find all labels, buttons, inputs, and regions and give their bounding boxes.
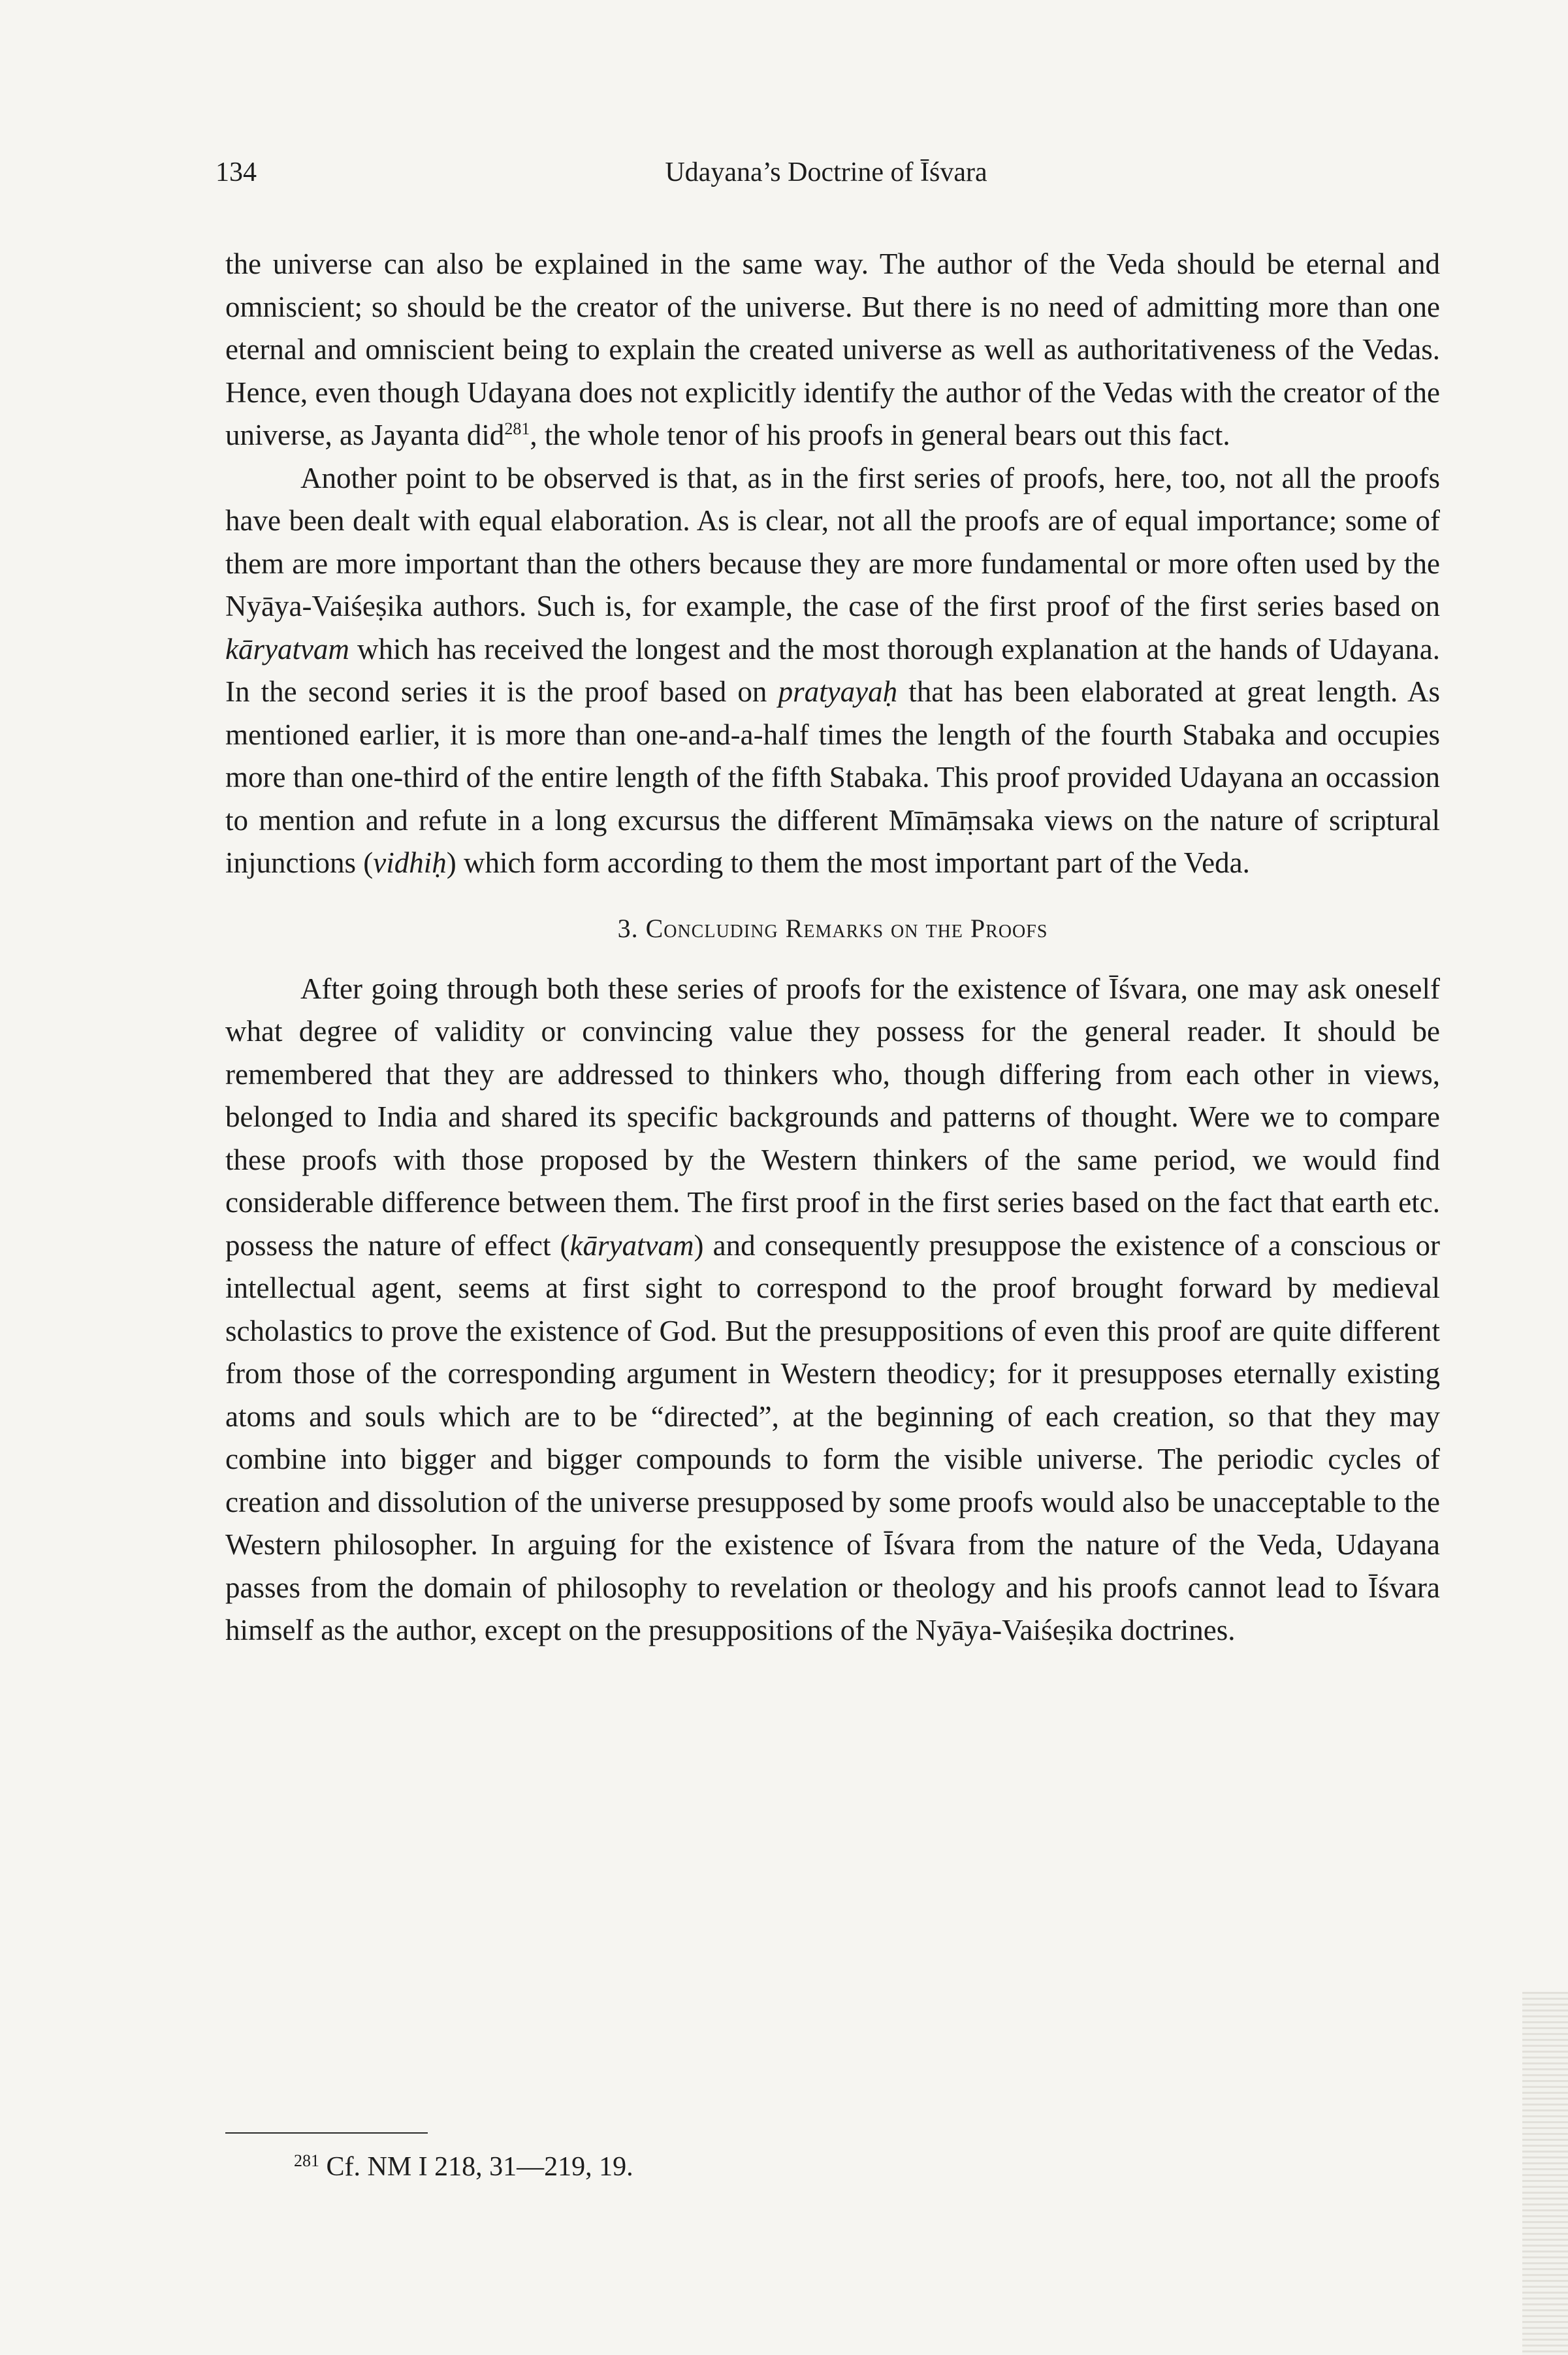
paragraph-text: Another point to be observed is that, as in the first series of proofs, here, too, not all the proofs have been dealt with equal elaboration. As is clear, not all the proofs are of equal importance; some of them are more important than the others because they are more fundamental or more often used by the Nyāya-Vaiśeṣika authors. Such is, for example, the case of the first proof of the first series based on [225,461,1440,622]
sanskrit-term: pratyayaḥ [778,675,898,708]
page-number: 134 [216,157,257,187]
footnote-reference: 281 [504,419,530,438]
paragraph-text: which has received the longest and the most thorough explanation at the hands of Udayana. In the second series it is the proof based on [225,632,1440,708]
paragraph-text: ) which form according to them the most important part of the Veda. [446,846,1250,879]
paragraph-text: , the whole tenor of his proofs in general bears out this fact. [530,419,1230,451]
section-title: Concluding Remarks on the Proofs [645,913,1048,943]
footnote-text: Cf. NM I 218, 31—219, 19. [326,2152,633,2182]
sanskrit-term: kāryatvam [225,632,349,665]
footnote-number: 281 [294,2151,319,2170]
paragraph-text: the universe can also be explained in the same way. The author of the Veda should be eternal and omniscient; so should be the creator of the universe. But there is no need of admitting more than one eternal and omniscient being to explain the created universe as well as authoritativeness of the Vedas. Hence, even though Udayana does not explicitly identify the author of the Vedas with the creator of the universe, as Jayanta did [225,248,1440,451]
paragraph-1 [225,243,1440,457]
scan-edge-artifact [1522,1992,1568,2355]
section-heading [225,907,1440,950]
section-number: 3. [617,913,639,943]
page-header [216,157,1437,202]
paragraph-text: After going through both these series of proofs for the existence of Īśvara, one may ask oneself what degree of validity or convincing value they possess for the general reader. It should be remembered that they are addressed to thinkers who, though differing from each other in views, belonged to India and shared its specific backgrounds and patterns of thought. Were we to compare these proofs with those proposed by the Western thinkers of the same period, we would find considerable difference between them. The first proof in the first series based on the fact that earth etc. possess the nature of effect ( [225,972,1440,1262]
footnote-divider [225,2132,428,2134]
sanskrit-term: vidhiḥ [373,846,447,879]
body-text [225,243,1440,1652]
paragraph-text: ) and consequently presuppose the existence of a conscious or intellectual agent, seems at first sight to correspond to the proof brought forward by medieval scholastics to prove the existence of God. But the presuppositions of even this proof are quite different from those of the corresponding argument in Western theodicy; for it presupposes eternally existing atoms and souls which are to be “directed”, at the beginning of each creation, so that they may combine into bigger and bigger compounds to form the visible universe. The periodic cycles of creation and dissolution of the universe presupposed by some proofs would also be unacceptable to the Western philosopher. In arguing for the existence of Īśvara from the nature of the Veda, Udayana passes from the domain of philosophy to revelation or theology and his proofs cannot lead to Īśvara himself as the author, except on the presuppositions of the Nyāya-Vaiśeṣika doctrines. [225,1228,1441,1646]
paragraph-3 [225,968,1440,1652]
paragraph-text: that has been elaborated at great length. As mentioned earlier, it is more than one-and-a-half times the length of the fourth Stabaka and occupies more than one-third of the entire length of the fifth Stabaka. This proof provided Udayana an occassion to mention and refute in a long excursus the different Mīmāṃsaka views on the nature of scriptural injunctions ( [225,675,1440,879]
footnote [294,2147,633,2187]
paragraph-2 [225,457,1440,885]
running-title: Udayana’s Doctrine of Īśvara [665,157,987,187]
sanskrit-term: kāryatvam [569,1228,694,1262]
